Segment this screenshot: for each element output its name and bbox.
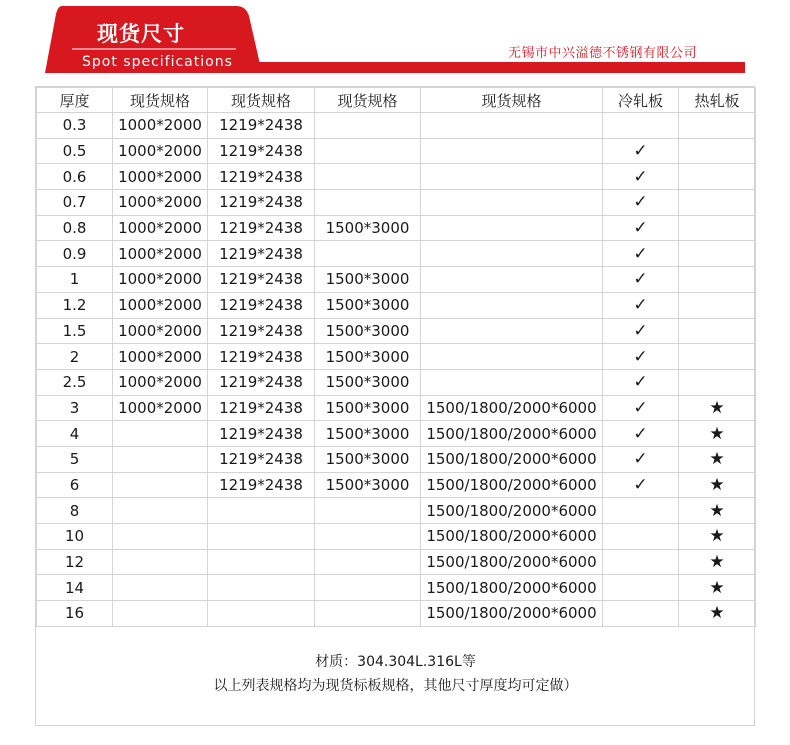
cell-cold-rolled bbox=[603, 601, 679, 627]
cell-spec-1: 1000*2000 bbox=[113, 267, 208, 293]
cell-cold-rolled bbox=[603, 524, 679, 550]
col-header-hot-rolled: 热轧板 bbox=[679, 88, 756, 113]
cell-spec-3: 1500*3000 bbox=[315, 344, 421, 370]
cell-spec-2: 1219*2438 bbox=[208, 395, 315, 421]
cell-spec-4: 1500/1800/2000*6000 bbox=[421, 549, 603, 575]
cell-spec-1: 1000*2000 bbox=[113, 241, 208, 267]
cell-spec-4: 1500/1800/2000*6000 bbox=[421, 498, 603, 524]
cell-cold-rolled: ✓ bbox=[603, 215, 679, 241]
cell-spec-4 bbox=[421, 113, 603, 139]
cell-spec-2: 1219*2438 bbox=[208, 164, 315, 190]
cell-spec-2: 1219*2438 bbox=[208, 138, 315, 164]
cell-cold-rolled bbox=[603, 549, 679, 575]
table-row bbox=[37, 292, 756, 318]
cell-thickness: 1.5 bbox=[37, 318, 113, 344]
cell-cold-rolled bbox=[603, 113, 679, 139]
table-row bbox=[37, 215, 756, 241]
cell-spec-4 bbox=[421, 292, 603, 318]
cell-spec-3 bbox=[315, 601, 421, 627]
cell-spec-4 bbox=[421, 318, 603, 344]
cell-thickness: 0.8 bbox=[37, 215, 113, 241]
cell-spec-3: 1500*3000 bbox=[315, 446, 421, 472]
cell-spec-2 bbox=[208, 549, 315, 575]
cell-cold-rolled: ✓ bbox=[603, 164, 679, 190]
cell-spec-4 bbox=[421, 241, 603, 267]
cell-thickness: 8 bbox=[37, 498, 113, 524]
cell-thickness: 0.3 bbox=[37, 113, 113, 139]
cell-thickness: 12 bbox=[37, 549, 113, 575]
cell-spec-3 bbox=[315, 190, 421, 216]
cell-spec-2: 1219*2438 bbox=[208, 215, 315, 241]
cell-thickness: 10 bbox=[37, 524, 113, 550]
cell-spec-2: 1219*2438 bbox=[208, 113, 315, 139]
cell-hot-rolled bbox=[679, 138, 756, 164]
cell-hot-rolled bbox=[679, 215, 756, 241]
col-header-thickness: 厚度 bbox=[37, 88, 113, 113]
cell-spec-3: 1500*3000 bbox=[315, 472, 421, 498]
cell-spec-3 bbox=[315, 524, 421, 550]
cell-hot-rolled bbox=[679, 113, 756, 139]
cell-spec-3: 1500*3000 bbox=[315, 215, 421, 241]
cell-hot-rolled bbox=[679, 369, 756, 395]
table-row bbox=[37, 446, 756, 472]
cell-cold-rolled: ✓ bbox=[603, 446, 679, 472]
table-row bbox=[37, 344, 756, 370]
col-header-spec: 现货规格 bbox=[208, 88, 315, 113]
cell-spec-2 bbox=[208, 524, 315, 550]
cell-spec-4 bbox=[421, 369, 603, 395]
cell-spec-4 bbox=[421, 215, 603, 241]
cell-spec-2: 1219*2438 bbox=[208, 421, 315, 447]
cell-thickness: 0.6 bbox=[37, 164, 113, 190]
cell-spec-2: 1219*2438 bbox=[208, 446, 315, 472]
cell-spec-3 bbox=[315, 575, 421, 601]
cell-spec-3: 1500*3000 bbox=[315, 292, 421, 318]
cell-spec-1 bbox=[113, 446, 208, 472]
col-header-spec: 现货规格 bbox=[315, 88, 421, 113]
cell-thickness: 0.7 bbox=[37, 190, 113, 216]
col-header-spec: 现货规格 bbox=[113, 88, 208, 113]
cell-spec-4: 1500/1800/2000*6000 bbox=[421, 421, 603, 447]
cell-spec-1: 1000*2000 bbox=[113, 190, 208, 216]
cell-spec-4 bbox=[421, 344, 603, 370]
cell-spec-3: 1500*3000 bbox=[315, 267, 421, 293]
cell-spec-4 bbox=[421, 190, 603, 216]
table-row bbox=[37, 421, 756, 447]
cell-spec-3 bbox=[315, 113, 421, 139]
cell-spec-1: 1000*2000 bbox=[113, 113, 208, 139]
cell-spec-4: 1500/1800/2000*6000 bbox=[421, 472, 603, 498]
cell-spec-4: 1500/1800/2000*6000 bbox=[421, 446, 603, 472]
cell-cold-rolled bbox=[603, 575, 679, 601]
table-row bbox=[37, 190, 756, 216]
cell-spec-3: 1500*3000 bbox=[315, 395, 421, 421]
cell-hot-rolled bbox=[679, 190, 756, 216]
cell-spec-1 bbox=[113, 472, 208, 498]
cell-spec-1 bbox=[113, 498, 208, 524]
cell-spec-1: 1000*2000 bbox=[113, 215, 208, 241]
cell-thickness: 5 bbox=[37, 446, 113, 472]
cell-thickness: 0.5 bbox=[37, 138, 113, 164]
cell-thickness: 14 bbox=[37, 575, 113, 601]
table-row bbox=[37, 267, 756, 293]
cell-hot-rolled: ★ bbox=[679, 472, 756, 498]
cell-hot-rolled: ★ bbox=[679, 575, 756, 601]
cell-spec-1: 1000*2000 bbox=[113, 395, 208, 421]
col-header-cold-rolled: 冷轧板 bbox=[603, 88, 679, 113]
cell-spec-1 bbox=[113, 421, 208, 447]
cell-spec-3 bbox=[315, 241, 421, 267]
cell-cold-rolled: ✓ bbox=[603, 344, 679, 370]
remark-note: 以上列表规格均为现货标板规格，其他尺寸厚度均可定做） bbox=[213, 678, 578, 694]
cell-spec-1: 1000*2000 bbox=[113, 369, 208, 395]
cell-cold-rolled bbox=[603, 498, 679, 524]
cell-spec-4 bbox=[421, 164, 603, 190]
cell-thickness: 1.2 bbox=[37, 292, 113, 318]
cell-spec-3 bbox=[315, 549, 421, 575]
table-row bbox=[37, 138, 756, 164]
cell-spec-1: 1000*2000 bbox=[113, 344, 208, 370]
cell-hot-rolled bbox=[679, 267, 756, 293]
cell-thickness: 0.9 bbox=[37, 241, 113, 267]
cell-cold-rolled: ✓ bbox=[603, 138, 679, 164]
cell-spec-2: 1219*2438 bbox=[208, 344, 315, 370]
cell-cold-rolled: ✓ bbox=[603, 267, 679, 293]
cell-spec-4 bbox=[421, 138, 603, 164]
cell-thickness: 1 bbox=[37, 267, 113, 293]
cell-hot-rolled bbox=[679, 344, 756, 370]
cell-spec-4 bbox=[421, 267, 603, 293]
table-row bbox=[37, 164, 756, 190]
cell-thickness: 4 bbox=[37, 421, 113, 447]
col-header-spec: 现货规格 bbox=[421, 88, 603, 113]
cell-spec-2: 1219*2438 bbox=[208, 472, 315, 498]
cell-spec-3 bbox=[315, 164, 421, 190]
table-row bbox=[37, 395, 756, 421]
table-row bbox=[37, 241, 756, 267]
page-subtitle: Spot specifications bbox=[82, 54, 233, 70]
cell-spec-4: 1500/1800/2000*6000 bbox=[421, 601, 603, 627]
cell-hot-rolled bbox=[679, 164, 756, 190]
table-row bbox=[37, 549, 756, 575]
table-row bbox=[37, 113, 756, 139]
header-banner bbox=[0, 0, 790, 80]
cell-cold-rolled: ✓ bbox=[603, 241, 679, 267]
cell-cold-rolled: ✓ bbox=[603, 318, 679, 344]
cell-spec-4: 1500/1800/2000*6000 bbox=[421, 524, 603, 550]
cell-spec-3: 1500*3000 bbox=[315, 369, 421, 395]
cell-thickness: 2.5 bbox=[37, 369, 113, 395]
cell-spec-3: 1500*3000 bbox=[315, 421, 421, 447]
cell-hot-rolled: ★ bbox=[679, 446, 756, 472]
table-header-row bbox=[37, 88, 756, 113]
notes bbox=[36, 650, 755, 698]
table-row bbox=[37, 601, 756, 627]
cell-spec-3 bbox=[315, 138, 421, 164]
company-name: 无锡市中兴溢德不锈钢有限公司 bbox=[508, 46, 698, 61]
cell-hot-rolled bbox=[679, 318, 756, 344]
cell-spec-3: 1500*3000 bbox=[315, 318, 421, 344]
table-body bbox=[37, 113, 756, 627]
cell-spec-1 bbox=[113, 575, 208, 601]
cell-spec-2: 1219*2438 bbox=[208, 267, 315, 293]
cell-hot-rolled bbox=[679, 241, 756, 267]
cell-spec-2: 1219*2438 bbox=[208, 369, 315, 395]
cell-spec-2 bbox=[208, 575, 315, 601]
cell-spec-1 bbox=[113, 601, 208, 627]
cell-thickness: 6 bbox=[37, 472, 113, 498]
spec-table bbox=[36, 87, 756, 627]
table-row bbox=[37, 369, 756, 395]
cell-hot-rolled bbox=[679, 292, 756, 318]
cell-hot-rolled: ★ bbox=[679, 601, 756, 627]
cell-hot-rolled: ★ bbox=[679, 498, 756, 524]
cell-cold-rolled: ✓ bbox=[603, 190, 679, 216]
cell-cold-rolled: ✓ bbox=[603, 395, 679, 421]
cell-spec-1: 1000*2000 bbox=[113, 164, 208, 190]
cell-thickness: 2 bbox=[37, 344, 113, 370]
cell-spec-1: 1000*2000 bbox=[113, 138, 208, 164]
cell-cold-rolled: ✓ bbox=[603, 472, 679, 498]
cell-spec-2 bbox=[208, 498, 315, 524]
cell-spec-4: 1500/1800/2000*6000 bbox=[421, 575, 603, 601]
cell-hot-rolled: ★ bbox=[679, 549, 756, 575]
material-note: 材质：304.304L.316L等 bbox=[315, 654, 476, 670]
cell-spec-2: 1219*2438 bbox=[208, 241, 315, 267]
cell-thickness: 3 bbox=[37, 395, 113, 421]
cell-spec-1: 1000*2000 bbox=[113, 292, 208, 318]
table-row bbox=[37, 472, 756, 498]
cell-hot-rolled: ★ bbox=[679, 524, 756, 550]
cell-cold-rolled: ✓ bbox=[603, 369, 679, 395]
cell-spec-2 bbox=[208, 601, 315, 627]
cell-spec-2: 1219*2438 bbox=[208, 318, 315, 344]
cell-cold-rolled: ✓ bbox=[603, 292, 679, 318]
cell-spec-3 bbox=[315, 498, 421, 524]
cell-cold-rolled: ✓ bbox=[603, 421, 679, 447]
cell-spec-1 bbox=[113, 549, 208, 575]
cell-spec-1: 1000*2000 bbox=[113, 318, 208, 344]
cell-hot-rolled: ★ bbox=[679, 421, 756, 447]
cell-thickness: 16 bbox=[37, 601, 113, 627]
table-row bbox=[37, 318, 756, 344]
table-row bbox=[37, 524, 756, 550]
cell-hot-rolled: ★ bbox=[679, 395, 756, 421]
table-row bbox=[37, 498, 756, 524]
cell-spec-2: 1219*2438 bbox=[208, 190, 315, 216]
cell-spec-1 bbox=[113, 524, 208, 550]
cell-spec-2: 1219*2438 bbox=[208, 292, 315, 318]
cell-spec-4: 1500/1800/2000*6000 bbox=[421, 395, 603, 421]
page-title: 现货尺寸 bbox=[97, 22, 185, 46]
table-row bbox=[37, 575, 756, 601]
